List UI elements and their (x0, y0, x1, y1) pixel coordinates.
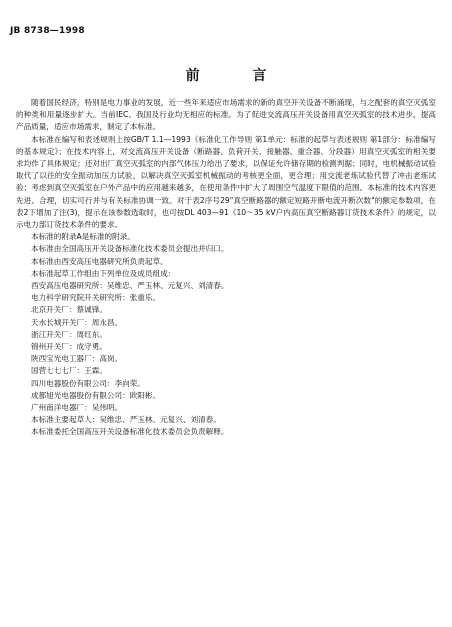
member-line: 广州南洋电器厂：吴伟明。 (31, 403, 123, 413)
member-line: 成都旭光电器股份有限公司：欧阳彬。 (31, 390, 161, 400)
standard-code-header: JB 8738—1998 (10, 26, 85, 36)
member-line: 西安高压电器研究所：吴维忠、严玉林、元复兴、刘清春。 (31, 281, 229, 291)
page-title: 前 言 (185, 68, 291, 84)
member-line: 陕西宝光电工器厂：高岗。 (31, 354, 123, 364)
drafter-line: 本标准由西安高压电器研究所负责起草。 (31, 256, 168, 266)
member-line: 天水长城开关厂：周永昌。 (31, 317, 123, 327)
intro-paragraph: 随着国民经济，特别是电力事业的发展，近一些年来适应市场需求的新的真空开关设备不断涌现，与之配套的真空灭弧室的种类和用量逐步扩大。当前IEC、我国及行业均无相应的标准。为了促进交流高压开关设备用真空灭弧室的技术进步，提高产品质量，适应市场需求，制定了本标准。 (16, 98, 436, 132)
member-line: 四川电器股份有限公司：李向荣。 (31, 378, 145, 388)
working-group-line: 本标准起草工作组由下列单位及成员组成： (31, 268, 176, 278)
interpretation-line: 本标准委托全国高压开关设备标准化技术委员会负责解释。 (31, 427, 229, 437)
member-line: 电力科学研究院开关研究所：张重乐。 (31, 293, 161, 303)
document-body (16, 97, 436, 439)
drafting-paragraph: 本标准在编写和表述规则上按GB/T 1.1—1993《标准化工作导则 第1单元：标准的起草与表述规则 第1部分：标准编写的基本规定》；在技术内容上，对交流高压开关设备（断路器、负荷开关、接触器、重合器、分段器）用真空灭弧室的相关要求均作了具体规定；还对出厂真空灭弧室的内部气体压力给出了要求，以保证允许储存期的检测判据；同时，电机械振动试验取代了以往的安全振动加压力试验，以解决真空灭弧室机械振动的考核更全面，更合理；用交流老炼试验代替了冲击老炼试验；考虑到真空灭弧室在户外产品中的应用越来越多，在使用条件中扩大了周围空气温度下限值的范围。本标准的技术内容更先进、合理，切实可行并与有关标准协调一致。对于表2序号29"真空断路器的额定短路开断电流开断次数"的额定参数项，在表2下增加了注(3)，提示在该参数选取时，也可按DL 403—91《10～35 kV户内高压真空断路器订货技术条件》的规定，以示电力部订货技术条件的要求。 (16, 134, 436, 230)
main-drafters-line: 本标准主要起草人：吴维忠、严玉林、元复兴、刘清春。 (31, 415, 221, 425)
member-line: 浙江开关厂：周红东。 (31, 329, 107, 339)
proposer-line: 本标准由全国高压开关设备标准化技术委员会提出并归口。 (31, 244, 229, 254)
member-line: 锦州开关厂：成守勇。 (31, 342, 107, 352)
appendix-note-line: 本标准的附录A是标准的附录。 (31, 232, 135, 242)
member-line: 国营七七七厂：王霖。 (31, 366, 107, 376)
member-line: 北京开关厂：蔡诚锋。 (31, 305, 107, 315)
